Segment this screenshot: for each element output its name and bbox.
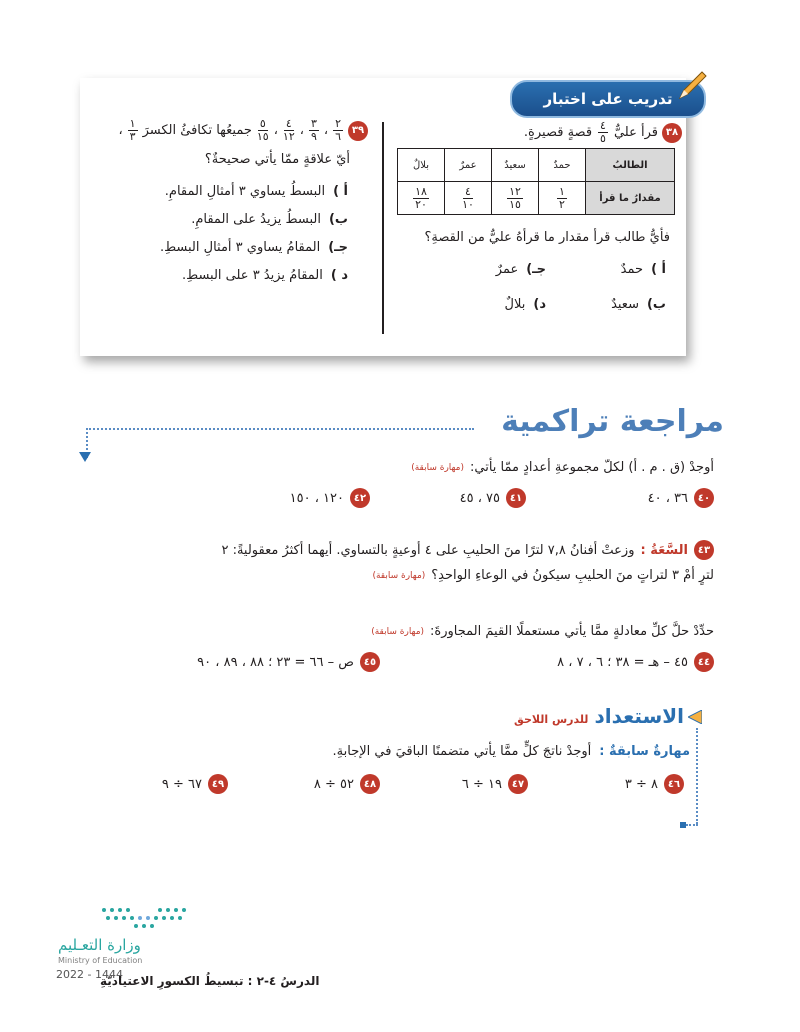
pencil-icon (676, 68, 710, 102)
problem-number: ٤٤ (694, 652, 714, 672)
lesson-footer: الدرسُ ٤-٢ : تبسيطُ الكسورِ الاعتياديّةِ (100, 974, 320, 988)
review-instr2: حدِّدْ حلَّ كلِّ معادلةٍ ممَّا يأتي مستعملًا القيمَ المجاورةَ: (مهارة سابقة) (371, 624, 714, 639)
triangle-marker-icon (688, 710, 702, 724)
review-dotted-line (86, 428, 474, 430)
problem-number: ٤٥ (360, 652, 380, 672)
q38-stem (524, 120, 682, 145)
q39-option-d[interactable]: د )المقامُ يزيدُ ٣ على البسطِ. (181, 268, 348, 283)
q39-option-a[interactable]: أ )البسطُ يساوي ٣ أمثالِ المقامِ. (164, 184, 348, 199)
q39-option-b[interactable]: ب)البسطُ يزيدُ على المقامِ. (191, 212, 348, 227)
readiness-title: الاستعداد (594, 704, 684, 728)
problem-45: ٤٥ ص – ٦٦ = ٢٣ ؛ ٨٨ ، ٨٩ ، ٩٠ (197, 652, 380, 672)
problem-46: ٤٦ ٨ ÷ ٣ (625, 774, 684, 794)
review-title: مراجعة تراكمية (501, 404, 724, 439)
problem-number: ٤٣ (694, 540, 714, 560)
q39-number: ٣٩ (348, 121, 368, 141)
table-header-amount: مقدارُ ما قرأ (586, 182, 675, 215)
panel-divider (382, 122, 384, 334)
problem-43 (221, 540, 714, 560)
readiness-skill-label: مهارةٌ سابقةٌ : (599, 744, 690, 759)
problem-44: ٤٤ ٤٥ – هـ = ٣٨ ؛ ٦ ، ٧ ، ٨ (557, 652, 714, 672)
problem-number: ٤٩ (208, 774, 228, 794)
problem-number: ٤٠ (694, 488, 714, 508)
q38-number: ٣٨ (662, 123, 682, 143)
ministry-logo-icon (98, 904, 190, 932)
q38-option-a[interactable]: أ )حمدٌ (620, 262, 666, 277)
problem-47: ٤٧ ١٩ ÷ ٦ (462, 774, 528, 794)
skill-label: (مهارة سابقة) (372, 570, 426, 581)
table-cell-student: سعيدٌ (492, 149, 539, 182)
edition-year: 2022 - 1444 (56, 968, 123, 981)
q39-text: جميعُها تكافئُ الكسرَ (142, 123, 252, 138)
problem-40: ٤٠ ٣٦ ، ٤٠ (648, 488, 714, 508)
problem-number: ٤٧ (508, 774, 528, 794)
readiness-instr: مهارةٌ سابقةٌ : أوجدْ ناتجَ كلٍّ ممَّا يأتي متضمنًا الباقيَ في الإجابةِ. (332, 744, 690, 759)
q38-option-b[interactable]: ب)سعيدٌ (611, 297, 666, 312)
readiness-heading (514, 704, 684, 728)
q38-text-before: قرأ عليٌّ (613, 125, 658, 140)
arrow-down-icon (79, 452, 91, 462)
test-practice-banner: تدريب على اختبار (510, 80, 706, 118)
problem-49: ٤٩ ٦٧ ÷ ٩ (162, 774, 228, 794)
problem-43-line1: وزعتْ أفنانُ ٧,٨ لترًا منَ الحليبِ على ٤ أوعيةٍ بالتساوي. أيهما أكثرُ معقوليةً: ٢ (221, 542, 635, 558)
problem-number: ٤٢ (350, 488, 370, 508)
problem-number: ٤٦ (664, 774, 684, 794)
table-cell-amount: $\frac{١٨}{٢٠}$ (398, 182, 445, 215)
table-header-student: الطالبُ (586, 149, 675, 182)
problem-number: ٤٨ (360, 774, 380, 794)
skill-label: (مهارة سابقة) (411, 462, 465, 473)
table-cell-student: حمدٌ (539, 149, 586, 182)
ministry-name-en: Ministry of Education (58, 956, 143, 965)
q38-fraction: $\frac{٤}{٥}$ (600, 119, 606, 145)
table-cell-amount: $\frac{٤}{١٠}$ (445, 182, 492, 215)
readiness-subtitle: للدرس اللاحق (514, 713, 589, 726)
skill-label: (مهارة سابقة) (371, 626, 425, 637)
ministry-name-ar: وزارة التعـليم (58, 936, 141, 954)
problem-42: ٤٢ ١٢٠ ، ١٥٠ (290, 488, 370, 508)
q38-text-after: قصةٍ قصيرةٍ. (523, 125, 593, 140)
q38-option-d[interactable]: د)بلالٌ (504, 297, 546, 312)
reading-table (397, 148, 675, 215)
problem-number: ٤١ (506, 488, 526, 508)
q39-option-c[interactable]: جـ)المقامُ يساوي ٣ أمثالِ البسطِ. (159, 240, 348, 255)
q38-question: فأيُّ طالب قرأ مقدار ما قرأهُ عليٌّ من القصةِ؟ (424, 230, 670, 245)
table-cell-student: عمرٌ (445, 149, 492, 182)
problem-43-label: السَّعَةُ : (640, 542, 688, 558)
table-cell-student: بلالٌ (398, 149, 445, 182)
problem-48: ٤٨ ٥٢ ÷ ٨ (314, 774, 380, 794)
review-instr1: أوجدْ (ق . م . أ) لكلّ مجموعةِ أعدادٍ ممّا يأتي: (مهارة سابقة) (411, 460, 714, 475)
table-cell-amount: $\frac{١}{٢}$ (539, 182, 586, 215)
q39-question: أيّ علاقةٍ ممّا يأتي صحيحةٌ؟ (204, 152, 350, 167)
table-cell-amount: $\frac{١٢}{١٥}$ (492, 182, 539, 215)
readiness-dotted-edge (696, 728, 698, 824)
q38-option-c[interactable]: جـ)عمرٌ (495, 262, 546, 277)
problem-41: ٤١ ٧٥ ، ٤٥ (460, 488, 526, 508)
problem-43-line2: لترٍ أمْ ٣ لتراتٍ منَ الحليبِ سيكونُ في الوعاءِ الواحدِ؟ (مهارة سابقة) (372, 568, 714, 583)
q39-stem: ٣٩ $\frac{٢}{٦}$ ، $\frac{٣}{٩}$ ، $\frac{٤}{١٢}$ ، $\frac{٥}{١٥}$ جميعُها تكافئُ الكسرَ $\frac{١}{٣}$ ، (118, 118, 368, 143)
readiness-dotted-line (686, 824, 698, 826)
